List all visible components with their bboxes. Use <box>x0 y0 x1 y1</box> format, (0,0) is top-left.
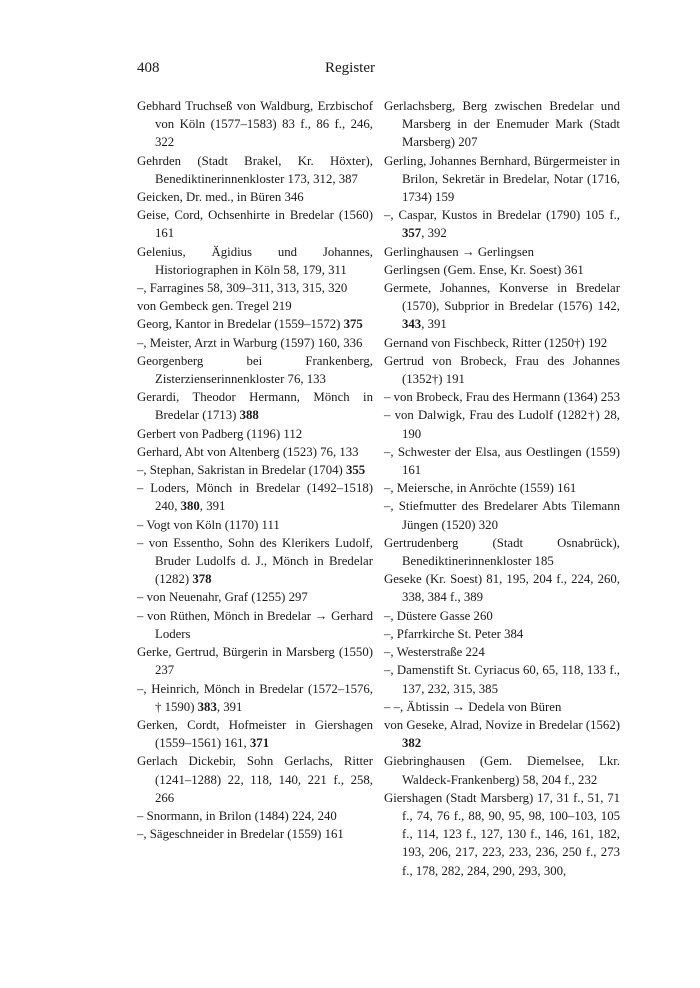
index-entry: – Vogt von Köln (1170) 111 <box>137 517 280 532</box>
index-entry: Gertrudenberg (Stadt Osnabrück), Benediktinerinnenkloster 185 <box>384 535 620 569</box>
index-entry: –, Caspar, Kustos in Bredelar (1790) 105 f., 357, 392 <box>384 208 620 241</box>
index-entry: – von Brobeck, Frau des Hermann (1364) 253 <box>384 390 620 405</box>
index-entry: –, Sägeschneider in Bredelar (1559) 161 <box>137 827 344 842</box>
index-entry: Gerken, Cordt, Hofmeister in Giershagen (1559–1561) 161, 371 <box>137 717 373 751</box>
index-entry: Gerke, Gertrud, Bürgerin in Marsberg (1550) 237 <box>137 645 373 678</box>
index-entry: Giebringhausen (Gem. Diemelsee, Lkr. Waldeck-Frankenberg) 58, 204 f., 232 <box>384 754 620 787</box>
index-entry: –, Düstere Gasse 260 <box>384 608 493 623</box>
index-column-left <box>137 97 373 843</box>
index-entry: Georg, Kantor in Bredelar (1559–1572) 375 <box>137 317 363 332</box>
index-entry: –, Stiefmutter des Bredelarer Abts Tilemann Jüngen (1520) 320 <box>384 499 620 532</box>
index-entry: –, Westerstraße 224 <box>384 645 485 660</box>
index-entry: –, Meister, Arzt in Warburg (1597) 160, 336 <box>137 335 363 350</box>
index-entry: Gerlach Dickebir, Sohn Gerlachs, Ritter (1241–1288) 22, 118, 140, 221 f., 258, 266 <box>137 754 373 805</box>
index-entry: Gerlinghausen → Gerlingsen <box>384 244 534 259</box>
index-entry: Gehrden (Stadt Brakel, Kr. Höxter), Benediktinerinnenkloster 173, 312, 387 <box>137 153 373 186</box>
index-entry: Gerbert von Padberg (1196) 112 <box>137 426 303 441</box>
index-entry: Germete, Johannes, Konverse in Bredelar (1570), Subprior in Bredelar (1576) 142, 343, 391 <box>384 281 620 332</box>
index-entry: von Geseke, Alrad, Novize in Bredelar (1562) 382 <box>384 717 620 751</box>
index-entry: Geseke (Kr. Soest) 81, 195, 204 f., 224, 260, 338, 384 f., 389 <box>384 572 620 605</box>
index-entry: – von Dalwigk, Frau des Ludolf (1282†) 28, 190 <box>384 408 620 441</box>
index-column-right <box>384 97 620 880</box>
index-entry: –, Heinrich, Mönch in Bredelar (1572–1576, † 1590) 383, 391 <box>137 681 373 714</box>
index-entry: Gertrud von Brobeck, Frau des Johannes (1352†) 191 <box>384 353 620 387</box>
index-entry: – von Neuenahr, Graf (1255) 297 <box>137 590 308 605</box>
index-entry: Giershagen (Stadt Marsberg) 17, 31 f., 51, 71 f., 74, 76 f., 88, 90, 95, 98, 100–103, 105 f., 114, 123 f., 127, 130 f., 146, 161, 182, 193, 206, 217, 223, 233, 236, 250 f., 273 f., 178, 282, 284, 290, 293, 300, <box>384 790 620 878</box>
index-entry: Gerlachsberg, Berg zwischen Bredelar und Marsberg in der Enemuder Mark (Stadt Marsberg) 207 <box>384 99 620 150</box>
index-entry: – von Essentho, Sohn des Klerikers Ludolf, Bruder Ludolfs d. J., Mönch in Bredelar (1282) 378 <box>137 535 373 587</box>
index-entry: Gerling, Johannes Bernhard, Bürgermeister in Brilon, Sekretär in Bredelar, Notar (1716, 1734) 159 <box>384 153 620 205</box>
page-title: Register <box>325 60 375 76</box>
index-entry: Gernand von Fischbeck, Ritter (1250†) 192 <box>384 335 608 350</box>
index-entry: –, Meiersche, in Anröchte (1559) 161 <box>384 481 577 496</box>
index-entry: – von Rüthen, Mönch in Bredelar → Gerhard Loders <box>137 608 373 641</box>
index-entry: Gerardi, Theodor Hermann, Mönch in Bredelar (1713) 388 <box>137 390 373 423</box>
index-entry: Gerlingsen (Gem. Ense, Kr. Soest) 361 <box>384 262 584 277</box>
index-entry: von Gembeck gen. Tregel 219 <box>137 299 292 314</box>
index-entry: –, Damenstift St. Cyriacus 60, 65, 118, 133 f., 137, 232, 315, 385 <box>384 663 620 696</box>
index-entry: – –, Äbtissin → Dedela von Büren <box>384 699 562 714</box>
index-entry: Gelenius, Ägidius und Johannes, Historiographen in Köln 58, 179, 311 <box>137 244 373 277</box>
index-entry: – Loders, Mönch in Bredelar (1492–1518) 240, 380, 391 <box>137 481 373 514</box>
index-entry: Gebhard Truchseß von Waldburg, Erzbischof von Köln (1577–1583) 83 f., 86 f., 246, 322 <box>137 99 373 150</box>
index-entry: –, Stephan, Sakristan in Bredelar (1704) 355 <box>137 463 366 478</box>
index-entry: –, Schwester der Elsa, aus Oestlingen (1559) 161 <box>384 444 620 478</box>
index-entry: –, Farragines 58, 309–311, 313, 315, 320 <box>137 281 348 296</box>
index-entry: Geicken, Dr. med., in Büren 346 <box>137 190 304 205</box>
index-entry: – Snormann, in Brilon (1484) 224, 240 <box>137 808 337 823</box>
index-entry: –, Pfarrkirche St. Peter 384 <box>384 626 524 641</box>
index-entry: Gerhard, Abt von Altenberg (1523) 76, 133 <box>137 444 359 459</box>
index-entry: Georgenberg bei Frankenberg, Zisterzienserinnenkloster 76, 133 <box>137 353 373 387</box>
page-number: 408 <box>137 60 160 76</box>
index-entry: Geise, Cord, Ochsenhirte in Bredelar (1560) 161 <box>137 208 373 241</box>
